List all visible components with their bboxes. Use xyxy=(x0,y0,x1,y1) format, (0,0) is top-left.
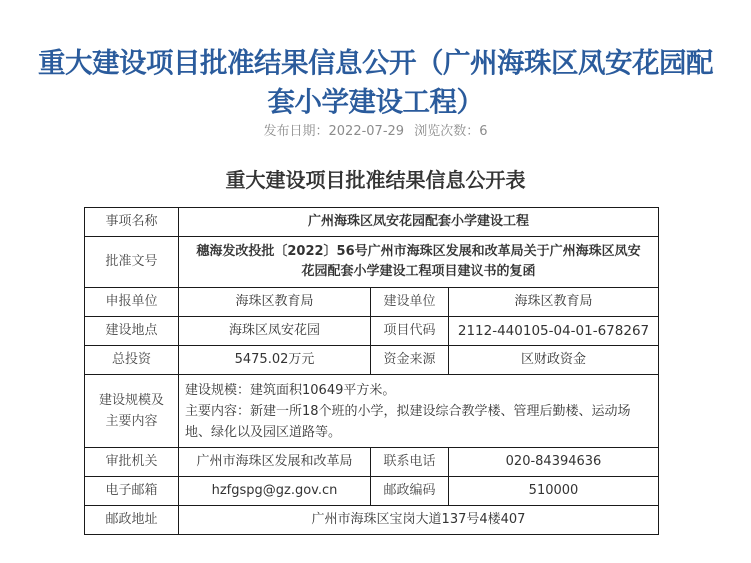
applicant-label: 申报单位 xyxy=(85,288,179,317)
address-value: 广州市海珠区宝岗大道137号4楼407 xyxy=(179,506,659,535)
views-label: 浏览次数： xyxy=(414,124,480,139)
article-meta xyxy=(0,123,751,141)
total-investment-value: 5475.02万元 xyxy=(179,346,371,375)
location-value: 海珠区凤安花园 xyxy=(179,317,371,346)
postcode-value: 510000 xyxy=(449,477,659,506)
table-row-applicant xyxy=(85,288,659,317)
scale-label: 建设规模及主要内容 xyxy=(85,375,179,448)
builder-label: 建设单位 xyxy=(371,288,449,317)
phone-label: 联系电话 xyxy=(371,448,449,477)
approval-doc-label: 批准文号 xyxy=(85,237,179,288)
address-label: 邮政地址 xyxy=(85,506,179,535)
table-row-email xyxy=(85,477,659,506)
scale-line-2: 主要内容：新建一所18个班的小学，拟建设综合教学楼、管理后勤楼、运动场地、绿化以及园区道路等。 xyxy=(185,403,631,440)
project-name-label: 事项名称 xyxy=(85,208,179,237)
table-title: 重大建设项目批准结果信息公开表 xyxy=(225,168,526,192)
table-row-scale xyxy=(85,375,659,448)
table-row-investment xyxy=(85,346,659,375)
scale-line-1: 建设规模：建筑面积10649平方米。 xyxy=(185,382,396,398)
email-label: 电子邮箱 xyxy=(85,477,179,506)
fund-source-value: 区财政资金 xyxy=(449,346,659,375)
table-row-location xyxy=(85,317,659,346)
builder-value: 海珠区教育局 xyxy=(449,288,659,317)
email-value: hzfgspg@gz.gov.cn xyxy=(179,477,371,506)
page-title-line-1: 重大建设项目批准结果信息公开（广州海珠区凤安花园配 xyxy=(38,47,713,80)
total-investment-label: 总投资 xyxy=(85,346,179,375)
page-title-line-2: 套小学建设工程） xyxy=(267,86,484,119)
approval-doc-value: 穗海发改投批〔2022〕56号广州市海珠区发展和改革局关于广州海珠区凤安花园配套小学建设工程项目建议书的复函 xyxy=(179,237,659,288)
table-row-approval-doc xyxy=(85,237,659,288)
scale-value xyxy=(179,375,659,448)
phone-value: 020-84394636 xyxy=(449,448,659,477)
table-row-authority xyxy=(85,448,659,477)
views-count: 6 xyxy=(479,124,488,139)
publish-date: 2022-07-29 xyxy=(328,124,405,139)
table-row-address xyxy=(85,506,659,535)
publish-date-label: 发布日期： xyxy=(263,124,329,139)
page-title xyxy=(0,44,751,122)
fund-source-label: 资金来源 xyxy=(371,346,449,375)
authority-label: 审批机关 xyxy=(85,448,179,477)
table-row-project-name xyxy=(85,208,659,237)
postcode-label: 邮政编码 xyxy=(371,477,449,506)
applicant-value: 海珠区教育局 xyxy=(179,288,371,317)
location-label: 建设地点 xyxy=(85,317,179,346)
approval-info-table xyxy=(84,207,659,535)
project-code-value: 2112-440105-04-01-678267 xyxy=(449,317,659,346)
project-name-value: 广州海珠区凤安花园配套小学建设工程 xyxy=(179,208,659,237)
authority-value: 广州市海珠区发展和改革局 xyxy=(179,448,371,477)
project-code-label: 项目代码 xyxy=(371,317,449,346)
